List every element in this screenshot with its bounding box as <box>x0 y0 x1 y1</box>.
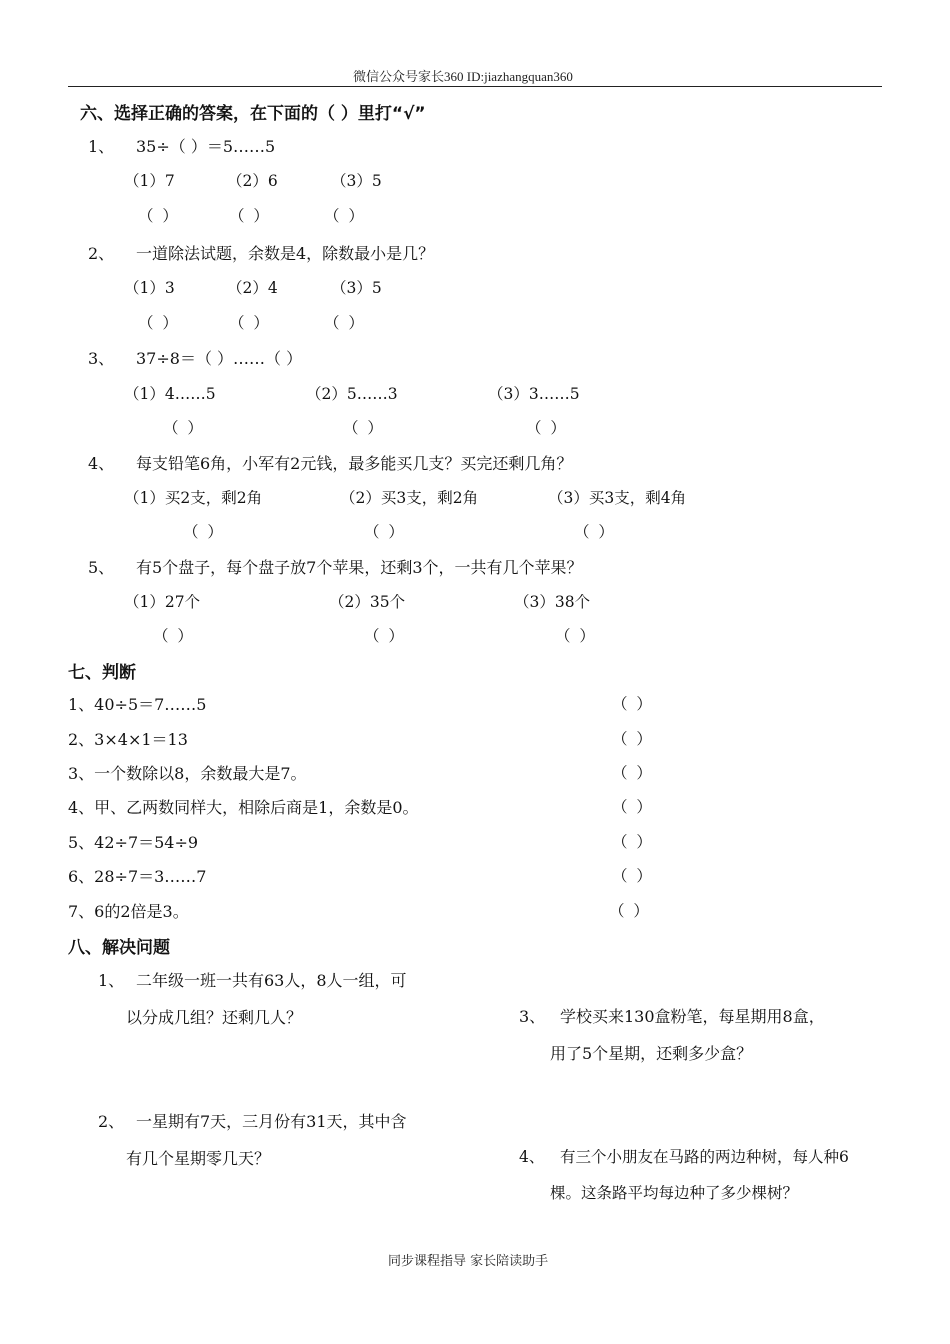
problem-text: 有几个星期零几天？ <box>126 1149 271 1168</box>
option: （1）27个 <box>124 593 201 611</box>
question-number: 4、 <box>88 454 115 473</box>
option: （2）6 <box>227 172 278 190</box>
question-text: 35÷（ ）＝5……5 <box>136 137 276 156</box>
judgment-item: 4、甲、乙两数同样大，相除后商是1，余数是0。 <box>68 798 419 817</box>
answer-bracket[interactable]: （ ） <box>526 419 568 437</box>
judgment-bracket[interactable]: （ ） <box>612 833 654 851</box>
problem-number: 2、 <box>98 1112 125 1131</box>
question-number: 2、 <box>88 244 115 263</box>
question-number: 5、 <box>88 558 115 577</box>
problem-text: 棵。这条路平均每边种了多少棵树？ <box>550 1184 799 1202</box>
judgment-bracket[interactable]: （ ） <box>612 764 654 782</box>
answer-bracket[interactable]: （ ） <box>324 207 366 225</box>
judgment-item: 2、3×4×1＝13 <box>68 730 188 749</box>
judgment-item: 1、40÷5＝7……5 <box>68 695 207 714</box>
answer-bracket[interactable]: （ ） <box>163 419 205 437</box>
problem-text: 有三个小朋友在马路的两边种树，每人种6 <box>560 1148 849 1166</box>
answer-bracket[interactable]: （ ） <box>138 207 180 225</box>
section-7-title: 七、判断 <box>68 663 136 683</box>
answer-bracket[interactable]: （ ） <box>183 523 225 541</box>
problem-text: 学校买来130盒粉笔，每星期用8盒， <box>560 1007 825 1026</box>
judgment-bracket[interactable]: （ ） <box>612 730 654 748</box>
option: （2）5……3 <box>306 385 398 403</box>
answer-bracket[interactable]: （ ） <box>153 627 195 645</box>
question-text: 37÷8＝（ ）……（ ） <box>136 349 303 368</box>
option: （2）买3支，剩2角 <box>340 489 479 507</box>
judgment-item: 3、一个数除以8，余数最大是7。 <box>68 764 307 783</box>
judgment-item: 5、42÷7＝54÷9 <box>68 833 199 852</box>
problem-number: 4、 <box>519 1148 545 1166</box>
answer-bracket[interactable]: （ ） <box>364 627 406 645</box>
judgment-bracket[interactable]: （ ） <box>612 867 654 885</box>
option: （3）5 <box>331 279 382 297</box>
question-number: 1、 <box>88 137 115 156</box>
section-6-title: 六、选择正确的答案，在下面的（ ）里打“√” <box>80 104 426 124</box>
answer-bracket[interactable]: （ ） <box>343 419 385 437</box>
header-rule <box>68 86 882 87</box>
problem-text: 以分成几组？还剩几人？ <box>126 1008 303 1027</box>
answer-bracket[interactable]: （ ） <box>138 314 180 332</box>
option: （3）买3支，剩4角 <box>548 489 687 507</box>
option: （2）35个 <box>329 593 406 611</box>
problem-number: 3、 <box>519 1007 546 1026</box>
question-text: 一道除法试题，余数是4，除数最小是几？ <box>136 244 435 263</box>
answer-bracket[interactable]: （ ） <box>574 523 616 541</box>
judgment-item: 6、28÷7＝3……7 <box>68 867 207 886</box>
page-footer: 同步课程指导 家长陪读助手 <box>388 1254 549 1269</box>
option: （1）3 <box>124 279 175 297</box>
answer-bracket[interactable]: （ ） <box>229 314 271 332</box>
option: （1）7 <box>124 172 175 190</box>
question-text: 每支铅笔6角，小军有2元钱，最多能买几支？买完还剩几角？ <box>136 454 573 473</box>
option: （1）买2支，剩2角 <box>124 489 263 507</box>
option: （1）4……5 <box>124 385 216 403</box>
answer-bracket[interactable]: （ ） <box>324 314 366 332</box>
option: （3）3……5 <box>488 385 580 403</box>
answer-bracket[interactable]: （ ） <box>555 627 597 645</box>
question-number: 3、 <box>88 349 115 368</box>
answer-bracket[interactable]: （ ） <box>229 207 271 225</box>
option: （3）5 <box>331 172 382 190</box>
question-text: 有5个盘子，每个盘子放7个苹果，还剩3个，一共有几个苹果？ <box>136 558 583 577</box>
problem-number: 1、 <box>98 971 125 990</box>
option: （2）4 <box>227 279 278 297</box>
judgment-bracket[interactable]: （ ） <box>609 902 651 920</box>
problem-text: 一星期有7天，三月份有31天，其中含 <box>136 1112 407 1131</box>
judgment-item: 7、6的2倍是3。 <box>68 902 189 921</box>
answer-bracket[interactable]: （ ） <box>364 523 406 541</box>
option: （3）38个 <box>514 593 591 611</box>
judgment-bracket[interactable]: （ ） <box>612 798 654 816</box>
page-header: 微信公众号家长360 ID:jiazhangquan360 <box>353 69 573 84</box>
judgment-bracket[interactable]: （ ） <box>612 695 654 713</box>
problem-text: 二年级一班一共有63人，8人一组，可 <box>136 971 407 990</box>
section-8-title: 八、解决问题 <box>68 938 170 958</box>
problem-text: 用了5个星期，还剩多少盒？ <box>550 1044 753 1063</box>
